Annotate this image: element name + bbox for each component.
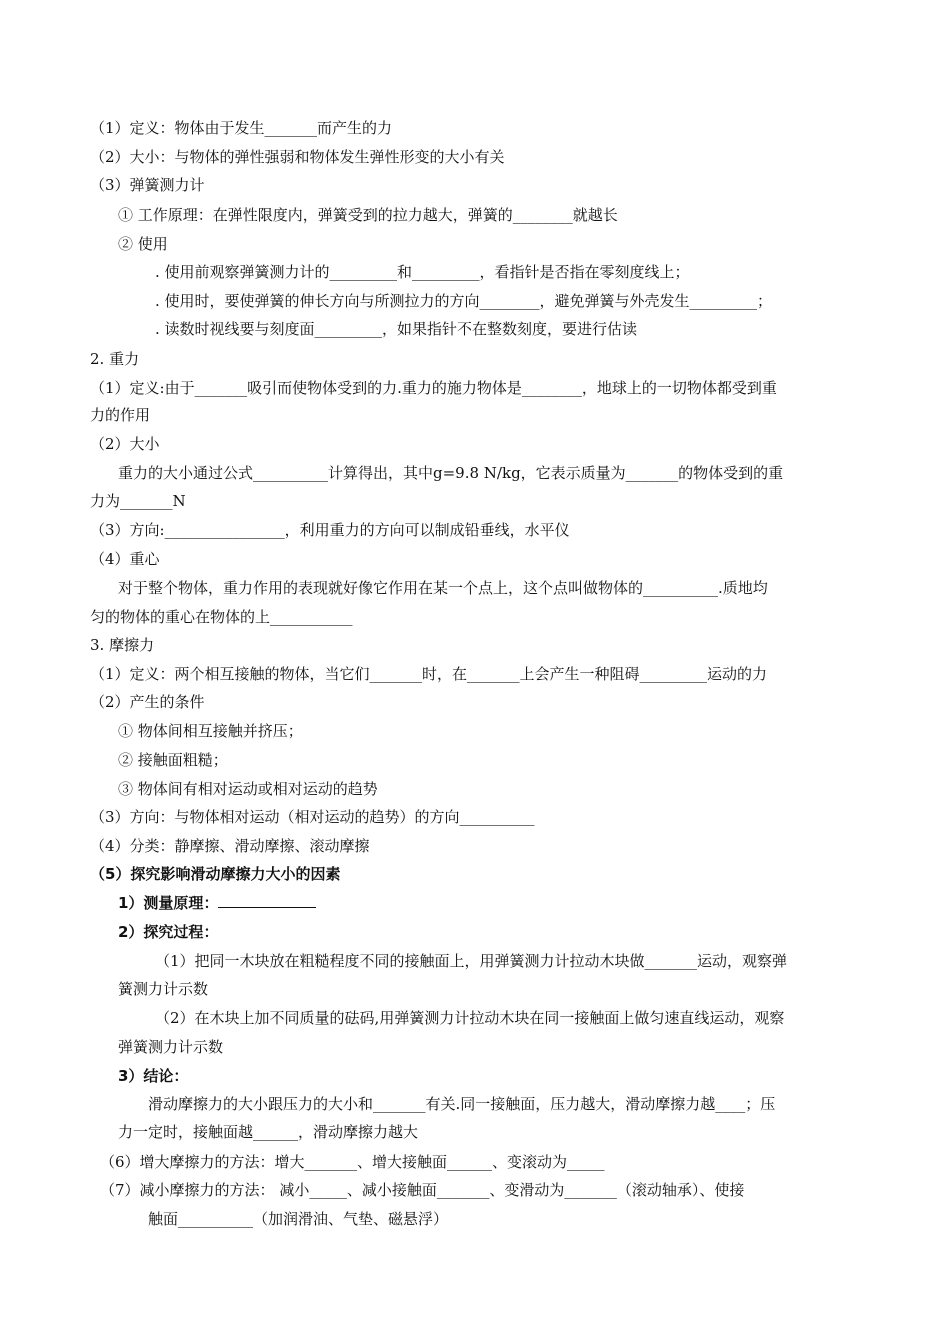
answer-blank-line bbox=[218, 893, 316, 908]
friction-conditions-heading: （2）产生的条件 bbox=[90, 693, 205, 711]
spring-scale-usage: ② 使用 bbox=[118, 235, 168, 253]
spring-scale-heading: （3）弹簧测力计 bbox=[90, 176, 205, 194]
process-step-2-line-2: 弹簧测力计示数 bbox=[118, 1038, 224, 1056]
usage-item-1: . 使用前观察弹簧测力计的_________和_________，看指针是否指在零刻度线上； bbox=[155, 263, 690, 281]
reduce-friction-line-2: 触面__________（加润滑油、气垫、磁悬浮） bbox=[148, 1210, 449, 1228]
reduce-friction-line-1: （7）减小摩擦力的方法： 减小_____、减小接触面_______、变滑动为_______（滚动轴承）、使接 bbox=[100, 1181, 745, 1199]
friction-types-line: （4）分类：静摩擦、滑动摩擦、滚动摩擦 bbox=[90, 837, 370, 855]
friction-direction-line: （3）方向：与物体相对运动（相对运动的趋势）的方向__________ bbox=[90, 808, 535, 826]
gravity-formula-line-2: 力为_______N bbox=[90, 492, 186, 510]
measurement-principle-label: 1）测量原理： bbox=[118, 894, 219, 912]
conclusion-heading: 3）结论： bbox=[118, 1067, 189, 1085]
increase-friction-line: （6）增大摩擦力的方法：增大_______、增大接触面______、变滚动为_____ bbox=[100, 1153, 605, 1171]
condition-item-3: ③ 物体间有相对运动或相对运动的趋势 bbox=[118, 780, 378, 798]
experiment-process-heading: 2）探究过程： bbox=[118, 923, 219, 941]
gravity-definition-line-1: （1）定义:由于_______吸引而使物体受到的力.重力的施力物体是________，地球上的一切物体都受到重 bbox=[90, 379, 777, 397]
usage-item-2: . 使用时，要使弹簧的伸长方向与所测拉力的方向________，避免弹簧与外壳发生_________； bbox=[155, 292, 773, 310]
process-step-1-line-2: 簧测力计示数 bbox=[118, 980, 209, 998]
gravity-definition-line-2: 力的作用 bbox=[90, 406, 151, 424]
condition-item-2: ② 接触面粗糙； bbox=[118, 751, 228, 769]
elastic-magnitude-line: （2）大小：与物体的弹性强弱和物体发生弹性形变的大小有关 bbox=[90, 148, 505, 166]
conclusion-line-2: 力一定时，接触面越______，滑动摩擦力越大 bbox=[118, 1123, 419, 1141]
process-step-1-line-1: （1）把同一木块放在粗糙程度不同的接触面上，用弹簧测力计拉动木块做_______运动，观察弹 bbox=[155, 952, 788, 970]
friction-heading: 3. 摩擦力 bbox=[90, 636, 155, 654]
friction-definition-line: （1）定义：两个相互接触的物体，当它们_______时，在_______上会产生一种阻碍_________运动的力 bbox=[90, 665, 768, 683]
friction-experiment-heading: （5）探究影响滑动摩擦力大小的因素 bbox=[90, 865, 341, 883]
center-of-gravity-line-1: 对于整个物体，重力作用的表现就好像它作用在某一个点上，这个点叫做物体的__________.质地均 bbox=[118, 579, 768, 597]
gravity-heading: 2. 重力 bbox=[90, 350, 140, 368]
usage-item-3: . 读数时视线要与刻度面_________，如果指针不在整数刻度，要进行估读 bbox=[155, 320, 638, 338]
gravity-direction-line: （3）方向:________________，利用重力的方向可以制成铅垂线，水平仪 bbox=[90, 521, 570, 539]
process-step-2-line-1: （2）在木块上加不同质量的砝码,用弹簧测力计拉动木块在同一接触面上做匀速直线运动，观察 bbox=[155, 1009, 785, 1027]
gravity-formula-line-1: 重力的大小通过公式__________计算得出，其中g=9.8 N/kg，它表示质量为_______的物体受到的重 bbox=[118, 464, 784, 482]
conclusion-line-1: 滑动摩擦力的大小跟压力的大小和_______有关.同一接触面，压力越大，滑动摩擦力越____；压 bbox=[148, 1095, 776, 1113]
condition-item-1: ① 物体间相互接触并挤压； bbox=[118, 722, 303, 740]
center-of-gravity-line-2: 匀的物体的重心在物体的上___________ bbox=[90, 608, 353, 626]
measurement-principle-row bbox=[118, 893, 316, 913]
spring-scale-principle: ① 工作原理：在弹性限度内，弹簧受到的拉力越大，弹簧的________就越长 bbox=[118, 206, 618, 224]
elastic-definition-line: （1）定义：物体由于发生_______而产生的力 bbox=[90, 119, 393, 137]
gravity-magnitude-heading: （2）大小 bbox=[90, 435, 160, 453]
center-of-gravity-heading: （4）重心 bbox=[90, 550, 160, 568]
